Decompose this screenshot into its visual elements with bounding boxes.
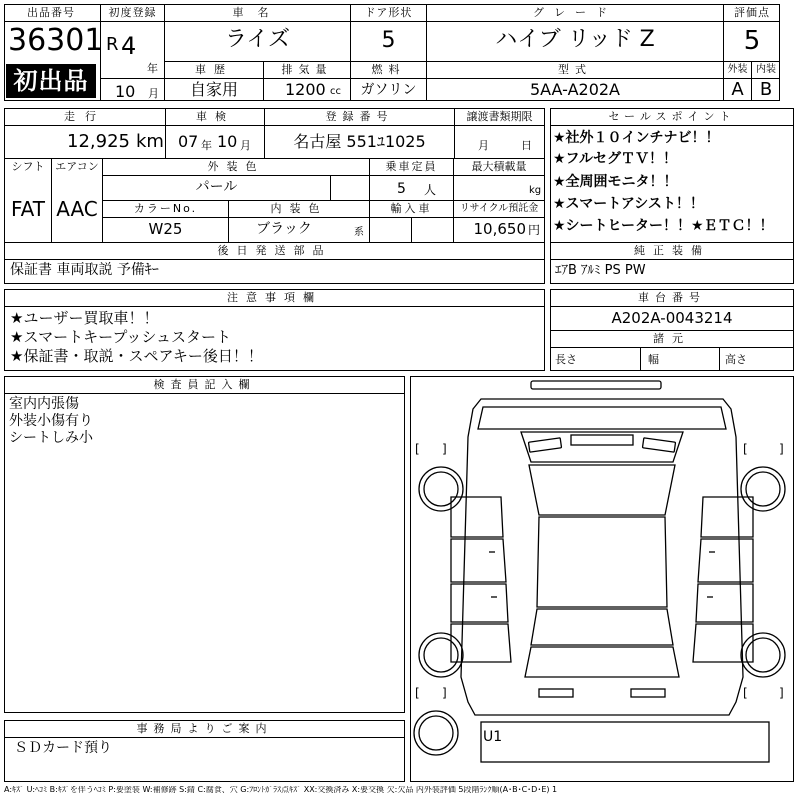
later-parts-label: 後日発送部品 [217, 244, 332, 257]
first-listing-text: 初出品 [13, 67, 89, 95]
car-diagram-panel [410, 376, 794, 782]
car-name-label: 車名 [232, 6, 283, 19]
mileage-unit: km [136, 131, 164, 152]
month-unit: 月 [148, 87, 159, 100]
sales-point-1: ★社外１０インチナビ！！ [553, 130, 720, 146]
grille-outline [571, 435, 633, 445]
score-label: 評価点 [734, 6, 770, 19]
office-label: 事務局よりご案内 [136, 722, 273, 735]
rear-lamp-left-outline [539, 689, 573, 697]
interior-grade: B [759, 79, 773, 100]
registration-year: 4 [121, 32, 137, 60]
max-load-label: 最大積載量 [471, 160, 527, 173]
bracket-open-top-left: [ [415, 442, 420, 456]
bracket-close-top-left: ] [442, 442, 447, 456]
chassis-number-label: 車台番号 [638, 291, 706, 304]
note-3: ★保証書・取説・スペアキー後日！！ [10, 347, 263, 365]
ac: AAC [56, 197, 98, 221]
transfer-month-unit: 月 [478, 139, 489, 152]
history-label: 車歴 [195, 63, 233, 76]
displacement-label: 排気量 [281, 63, 333, 76]
trunk-outline [525, 647, 679, 677]
equipment-label: 純正装備 [634, 244, 710, 257]
right-front-door-outline [698, 539, 753, 582]
front-bumper-outline [478, 407, 726, 429]
registration-month: 10 [115, 82, 136, 101]
right-rear-door-outline [696, 584, 753, 622]
rear-window-outline [531, 609, 673, 645]
capacity-label: 乗車定員 [385, 160, 438, 173]
inspection-label: 車検 [196, 110, 234, 123]
front-lamp-left-outline [528, 438, 561, 452]
sales-point-3: ★全周囲モニタ！！ [553, 174, 678, 190]
model-label: 型式 [558, 63, 592, 76]
lot-number-label: 出品番号 [27, 6, 75, 19]
transfer-deadline-label: 譲渡書類期限 [466, 110, 533, 123]
damage-mark-u1: U1 [483, 729, 503, 745]
color-number-label: カラーNo. [133, 202, 198, 215]
interior-color: ブラック [256, 221, 312, 237]
wheel-front-left [419, 467, 463, 511]
plate-label: 登録番号 [325, 110, 394, 123]
inspector-line-3: シートしみ小 [9, 430, 93, 446]
inspection-month-unit: 月 [240, 139, 251, 152]
inspection-month: 10 [217, 132, 238, 151]
bracket-close-bottom-right: ] [779, 686, 784, 700]
sales-points-label: セールスポイント [608, 110, 736, 123]
lot-number: 36301 [8, 23, 104, 58]
left-rear-door-outline [451, 584, 508, 622]
interior-grade-label: 内装 [756, 64, 776, 75]
roof-outline [537, 517, 667, 607]
ac-label: エアコン [55, 160, 99, 173]
fuel: ガソリン [360, 82, 417, 98]
inspector-label: 検査員記入欄 [153, 378, 256, 391]
footer-legend: A:ｷｽﾞ U:ﾍｺﾐ B:ｷｽﾞを伴うﾍｺﾐ P:要塗装 W:補修跡 S:錆 C:腐食、穴 G:ﾌﾛﾝﾄｶﾞﾗｽ点ｷｽﾞ XX:交換済み X:要交換 欠:欠品 内外装評価 5段階ﾗﾝｸ順(A･B･C･D･E) 1 [4, 786, 558, 794]
bracket-open-bottom-right: [ [743, 686, 748, 700]
doors: 5 [381, 28, 396, 53]
equipment: ｴｱB ｱﾙﾐ PS PW [555, 263, 646, 278]
car-name: ライズ [224, 27, 291, 52]
bracket-open-top-right: [ [743, 442, 748, 456]
first-listing-badge [6, 64, 96, 98]
grade: ハイブ リッド Z [495, 27, 655, 52]
capacity: 5 [397, 181, 406, 197]
exterior-color-label: 外装色 [207, 160, 265, 173]
import-label: 輸入車 [390, 202, 433, 215]
shift: FAT [10, 197, 45, 221]
recycle-deposit: 10,650 [473, 220, 526, 238]
inspection-year-unit: 年 [201, 139, 212, 152]
floor-panel-outline [481, 722, 769, 762]
sales-point-2: ★フルセグＴＶ！！ [553, 151, 677, 167]
model: 5AA-A202A [529, 80, 620, 99]
wheel-rear-right [741, 633, 785, 677]
rear-lamp-right-outline [631, 689, 665, 697]
bracket-close-bottom-left: ] [442, 686, 447, 700]
fuel-label: 燃料 [371, 63, 406, 76]
capacity-unit: 人 [424, 183, 437, 197]
exterior-color: パール [195, 179, 238, 195]
displacement: 1200 [285, 80, 326, 99]
interior-color-suffix: 系 [354, 227, 364, 238]
windshield-outline [529, 465, 675, 515]
hood-outline [521, 432, 683, 462]
wheel-front-right [741, 467, 785, 511]
color-number: W25 [148, 220, 183, 238]
sales-point-5: ★シートヒーター！！★ＥＴＣ！！ [553, 218, 774, 234]
exterior-grade-label: 外装 [727, 64, 748, 75]
spare-wheel [414, 711, 458, 755]
mileage-label: 走行 [64, 110, 106, 123]
year-unit: 年 [147, 62, 158, 75]
max-load-unit: kg [529, 185, 542, 196]
doors-label: ドア形状 [364, 6, 413, 19]
note-2: ★スマートキープッシュスタート [10, 328, 232, 346]
inspection-year: 07 [178, 132, 199, 151]
chassis-number: A202A-0043214 [611, 309, 733, 327]
length-label: 長さ [555, 353, 577, 366]
first-registration-label: 初度登録 [108, 6, 157, 19]
score: 5 [743, 26, 761, 56]
era: R [106, 34, 119, 55]
office-note: ＳＤカード預り [14, 740, 112, 756]
sales-point-4: ★スマートアシスト！！ [553, 196, 704, 212]
history: 自家用 [189, 80, 238, 99]
height-label: 高さ [725, 353, 747, 366]
bracket-open-bottom-left: [ [415, 686, 420, 700]
plate: 名古屋 551ﾕ1025 [293, 132, 426, 151]
front-lamp-right-outline [642, 438, 675, 452]
inspector-line-2: 外装小傷有り [9, 413, 93, 429]
later-parts: 保証書 車両取説 予備ｷｰ [10, 262, 159, 278]
transfer-day-unit: 日 [521, 139, 532, 152]
width-label: 幅 [648, 353, 659, 366]
exterior-grade: A [731, 79, 744, 100]
displacement-unit: cc [330, 86, 341, 97]
notes-label: 注意事項欄 [227, 291, 322, 304]
recycle-deposit-label: リサイクル預託金 [459, 203, 539, 214]
interior-color-label: 内装色 [270, 202, 328, 215]
wheel-rear-left [419, 633, 463, 677]
car-diagram [411, 377, 793, 781]
left-front-door-outline [451, 539, 506, 582]
mileage: 12,925 [67, 131, 130, 152]
note-1: ★ユーザー買取車！！ [10, 309, 159, 327]
shift-label: シフト [11, 160, 45, 173]
grade-label: グレード [533, 6, 617, 19]
dimensions-label: 諸元 [653, 332, 691, 345]
bracket-close-top-right: ] [779, 442, 784, 456]
inspector-line-1: 室内内張傷 [9, 396, 79, 412]
roof-antenna-outline [531, 381, 661, 389]
recycle-unit: 円 [528, 223, 541, 237]
car-body-outline [461, 399, 743, 715]
